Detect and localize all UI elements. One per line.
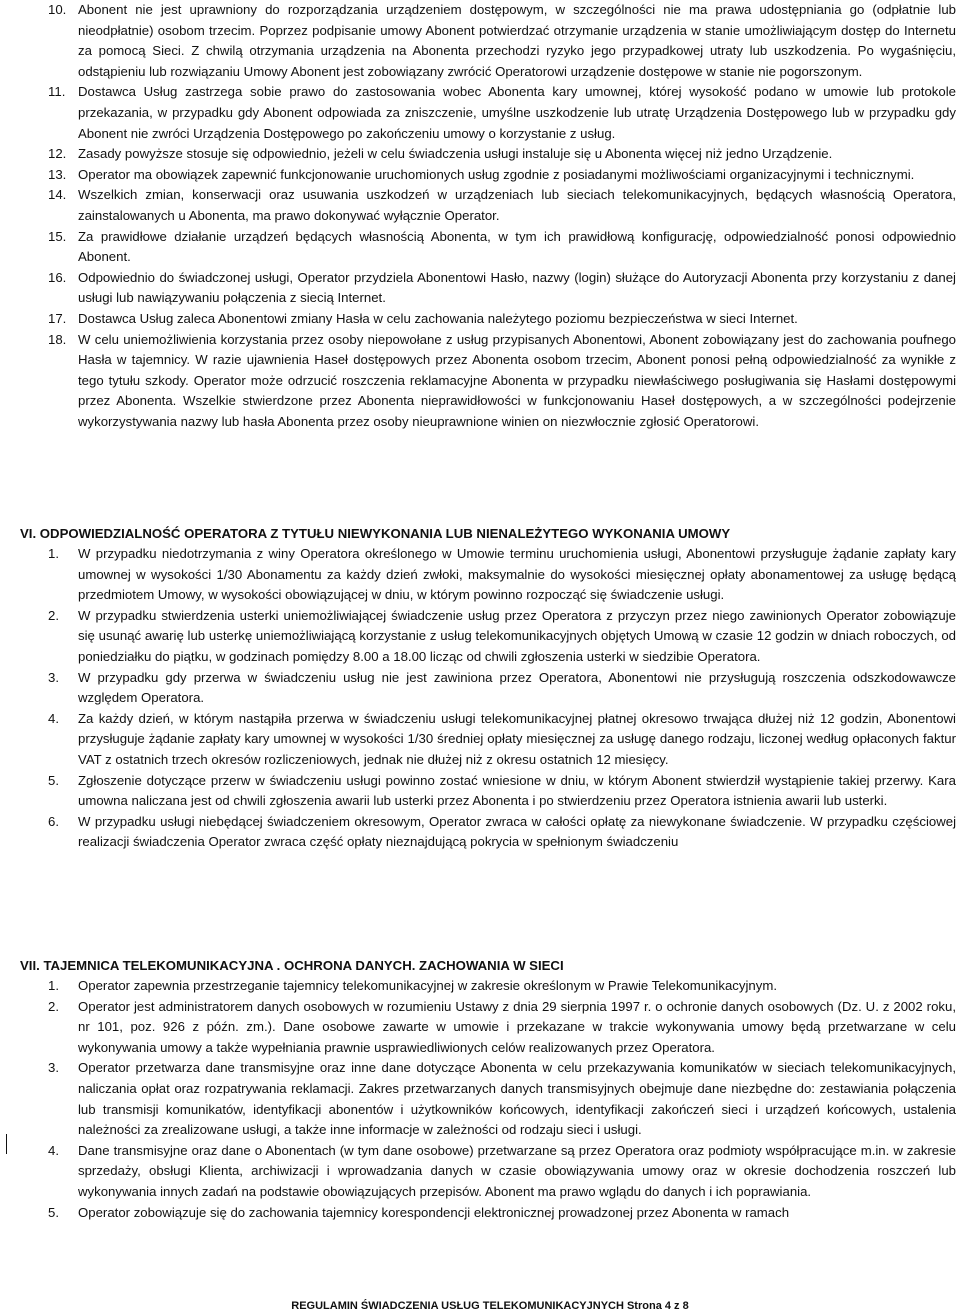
list-item [0,165,958,186]
item-number: 5. [48,772,59,788]
page-footer: REGULAMIN ŚWIADCZENIA USŁUG TELEKOMUNIKACYJNYCH Strona 4 z 8 [291,1300,689,1312]
item-number: 16. [48,269,67,285]
item-number: 1. [48,546,59,561]
item-text: Operator jest administratorem danych osobowych w rozumieniu Ustawy z dnia 29 sierpnia 1997 r. o ochronie danych osobowych (Dz. U. z 2002 roku, nr 101, poz. 926 z późn. zm.). Dane osobowe zawarte w umowie i przekazane w trakcie wykonywania umowy będą przetwarzane w celu wykonywania umowy a także wypełniania prawnie usprawiedliwionych celów realizowanych przez Operatora. [78,998,956,1055]
section-continued-list [0,0,958,432]
list-item [0,606,958,668]
item-number: 10. [48,2,67,17]
list-item [0,82,958,144]
item-text: Dostawca Usług zaleca Abonentowi zmiany Hasła w celu zachowania należytego poziomu bezpieczeństwa w sieci Internet. [78,310,798,326]
item-number: 13. [48,166,67,182]
item-number: 5. [48,1204,59,1220]
item-text: Operator zapewnia przestrzeganie tajemnicy telekomunikacyjnej w zakresie określonym w Prawie Telekomunikacyjnym. [78,978,777,993]
item-number: 4. [48,710,59,726]
item-text: Operator zobowiązuje się do zachowania tajemnicy korespondencji elektronicznej prowadzonej przez Abonenta w ramach [78,1204,790,1220]
item-text: W celu uniemożliwienia korzystania przez osoby niepowołane z usług przypisanych Abonentowi, Abonent zobowiązany jest do zachowania poufnego Hasła w tajemnicy. W razie ujawnienia Haseł dostępowych przez Abonenta osobom trzecim, Abonent ponosi pełną odpowiedzialność za wynikłe z tego tytułu szkody. Operator może odrzucić roszczenia reklamacyjne Abonenta w przypadku niewłaściwego posługiwania się Hasłami dostępowymi przez Abonenta. Wszelkie stwierdzone przez Abonenta nieprawidłowości w funkcjonowaniu Haseł dostępowych, a w szczególności podejrzenie wykorzystywania nazwy lub hasła Abonenta przez osoby nieuprawnione winien on niezwłocznie zgłosić Operatorowi. [78,331,956,429]
list-item [0,309,958,330]
list-item [0,668,958,709]
list-item [0,144,958,165]
list-item [0,976,958,997]
item-number: 17. [48,310,67,326]
item-number: 4. [48,1142,59,1158]
item-text: Dostawca Usług zastrzega sobie prawo do zastosowania wobec Abonenta kary umownej, której wysokość podano w umowie lub protokole przekazania, w przypadku gdy Abonent odpowiada za zniszczenie, umyślne uszkodzenie lub utratę Urządzenia Dostępowego lub w przypadku gdy Abonent nie zwróci Urządzenia Dostępowego po zakończeniu umowy o korzystanie z usług. [78,84,956,141]
item-text: W przypadku gdy przerwa w świadczeniu usług nie jest zawiniona przez Operatora, Abonentowi nie przysługują roszczenia odszkodowawcze względem Operatora. [78,669,956,706]
item-text: Za prawidłowe działanie urządzeń będących własnością Abonenta, w tym ich prawidłową konfigurację, odpowiedzialność ponosi odpowiednio Abonent. [78,228,956,265]
item-number: 14. [48,187,67,203]
item-number: 3. [48,669,59,685]
item-text: Operator przetwarza dane transmisyjne oraz inne dane dotyczące Abonenta w celu przekazywania komunikatów w sieciach telekomunikacyjnych, naliczania opłat oraz rozpatrywania reklamacji. Zakres przetwarzanych danych transmisyjnych obejmuje dane niezbędne do: zestawiania połączenia lub transmisji komunikatów, identyfikacji abonentów i użytkowników końcowych, identyfikacji zakończeń sieci i urządzeń końcowych, ustalenia należności za zrealizowane usługi, a także inne informacje w zależności od rodzaju sieci i usługi. [78,1060,956,1138]
item-text: Za każdy dzień, w którym nastąpiła przerwa w świadczeniu usługi telekomunikacyjnej płatnej okresowo trwająca dłużej niż 12 godzin, Abonentowi przysługuje żądanie zapłaty kary umownej w wysokości 1/30 średniej opłaty miesięcznej za usługę danego rodzaju, liczonej według opłaconych faktur VAT z ostatnich trzech okresów rozliczeniowych, jednak nie dłużej niż z okresu ostatnich 12 miesięcy. [78,710,956,767]
item-text: W przypadku usługi niebędącej świadczeniem okresowym, Operator zwraca w całości opłatę za niewykonane świadczenie. W przypadku częściowej realizacji świadczenia Operator zwraca część opłaty nieznajdującą pokrycia w spełnionym świadczeniu [78,813,956,850]
numbered-list [0,976,958,1223]
item-number: 6. [48,813,59,829]
list-item [0,227,958,268]
numbered-list [0,544,958,853]
list-item [0,268,958,309]
list-item [0,812,958,853]
numbered-list [0,0,958,432]
item-number: 18. [48,331,67,347]
item-number: 1. [48,978,59,993]
list-item [0,1203,958,1224]
section-heading: VII. TAJEMNICA TELEKOMUNIKACYJNA . OCHRONA DANYCH. ZACHOWANIA W SIECI [20,958,564,973]
item-number: 2. [48,607,59,623]
section-heading: VI. ODPOWIEDZIALNOŚĆ OPERATORA Z TYTUŁU NIEWYKONANIA LUB NIENALEŻYTEGO WYKONANIA UMOWY [20,526,731,541]
item-text: Odpowiednio do świadczonej usługi, Operator przydziela Abonentowi Hasło, nazwy (login) służące do Autoryzacji Abonenta przy korzystaniu z danej usługi lub nawiązywaniu połączenia z siecią Internet. [78,269,956,306]
list-item [0,185,958,226]
section-6 [0,524,958,853]
item-text: Abonent nie jest uprawniony do rozporządzania urządzeniem dostępowym, w szczególności nie ma prawa udostępniania go (odpłatnie lub nieodpłatnie) osobom trzecim. Poprzez podpisanie umowy Abonent potwierdzać otrzymanie urządzenia w stanie umożliwiającym dostęp do Internetu za pomocą Sieci. Z chwilą otrzymania urządzenia na Abonenta przechodzi ryzyko jego przypadkowej utraty lub uszkodzenia. Po wygaśnięciu, odstąpieniu lub rozwiązaniu Umowy Abonent jest zobowiązany zwrócić Operatorowi urządzenie dostępowe w stanie nie pogorszonym. [78,2,956,79]
item-text: Operator ma obowiązek zapewnić funkcjonowanie uruchomionych usług zgodnie z posiadanymi możliwościami organizacyjnymi i technicznymi. [78,166,915,182]
section-7 [0,956,958,1223]
list-item [0,1141,958,1203]
list-item [0,330,958,433]
item-number: 3. [48,1060,59,1076]
item-text: Wszelkich zmian, konserwacji oraz usuwania uszkodzeń w urządzeniach lub sieciach telekomunikacyjnych, będących własnością Operatora, zainstalowanych u Abonenta, ma prawo dokonywać wyłącznie Operator. [78,187,956,223]
item-text: Zgłoszenie dotyczące przerw w świadczeniu usługi powinno zostać wniesione w dniu, w którym Abonent stwierdził wystąpienie takiej przerwy. Kara umowna naliczana jest od chwili zgłoszenia awarii lub usterki przez Abonenta i po stwierdzeniu przez Operatora istnienia awarii lub usterki. [78,772,956,809]
item-text: Dane transmisyjne oraz dane o Abonentach (w tym dane osobowe) przetwarzane są przez Operatora oraz podmioty współpracujące m.in. w zakresie sprzedaży, obsługi Klienta, archiwizacji i wprowadzania danych w czasie obowiązywania umowy oraz w okresie dochodzenia roszczeń lub wykonywania innych zadań na podstawie obowiązujących przepisów. Abonent ma prawo wglądu do danych i ich poprawiania. [78,1142,956,1199]
item-text: W przypadku niedotrzymania z winy Operatora określonego w Umowie terminu uruchomienia usługi, Abonentowi przysługuje żądanie zapłaty kary umownej w wysokości 1/30 Abonamentu za każdy dzień zwłoki, maksymalnie do wysokości miesięcznej opłaty abonamentowej za usługę będącą przedmiotem Umowy, w wysokości obowiązującej w dniu, w którym powinno rozpocząć się świadczenie usługi. [78,546,956,603]
item-number: 15. [48,228,67,244]
item-text: W przypadku stwierdzenia usterki uniemożliwiającej świadczenie usług przez Operatora z przyczyn przez niego zawinionych Operator zobowiązuje się usunąć awarię lub usterkę uniemożliwiającą korzystanie z usług telekomunikacyjnych objętych Umową w czasie 12 godzin w dniach roboczych, od poniedziałku do piątku, w godzinach pomiędzy 8.00 a 18.00 licząc od chwili zgłoszenia usterki w siedzibie Operatora. [78,607,956,664]
item-number: 2. [48,998,59,1014]
item-number: 12. [48,146,67,162]
list-item [0,1058,958,1140]
list-item [0,709,958,771]
list-item [0,997,958,1059]
revision-mark [6,1134,7,1154]
list-item [0,0,958,82]
list-item [0,771,958,812]
item-number: 11. [48,84,66,100]
list-item [0,544,958,606]
item-text: Zasady powyższe stosuje się odpowiednio, jeżeli w celu świadczenia usługi instaluje się u Abonenta więcej niż jedno Urządzenie. [78,146,833,162]
